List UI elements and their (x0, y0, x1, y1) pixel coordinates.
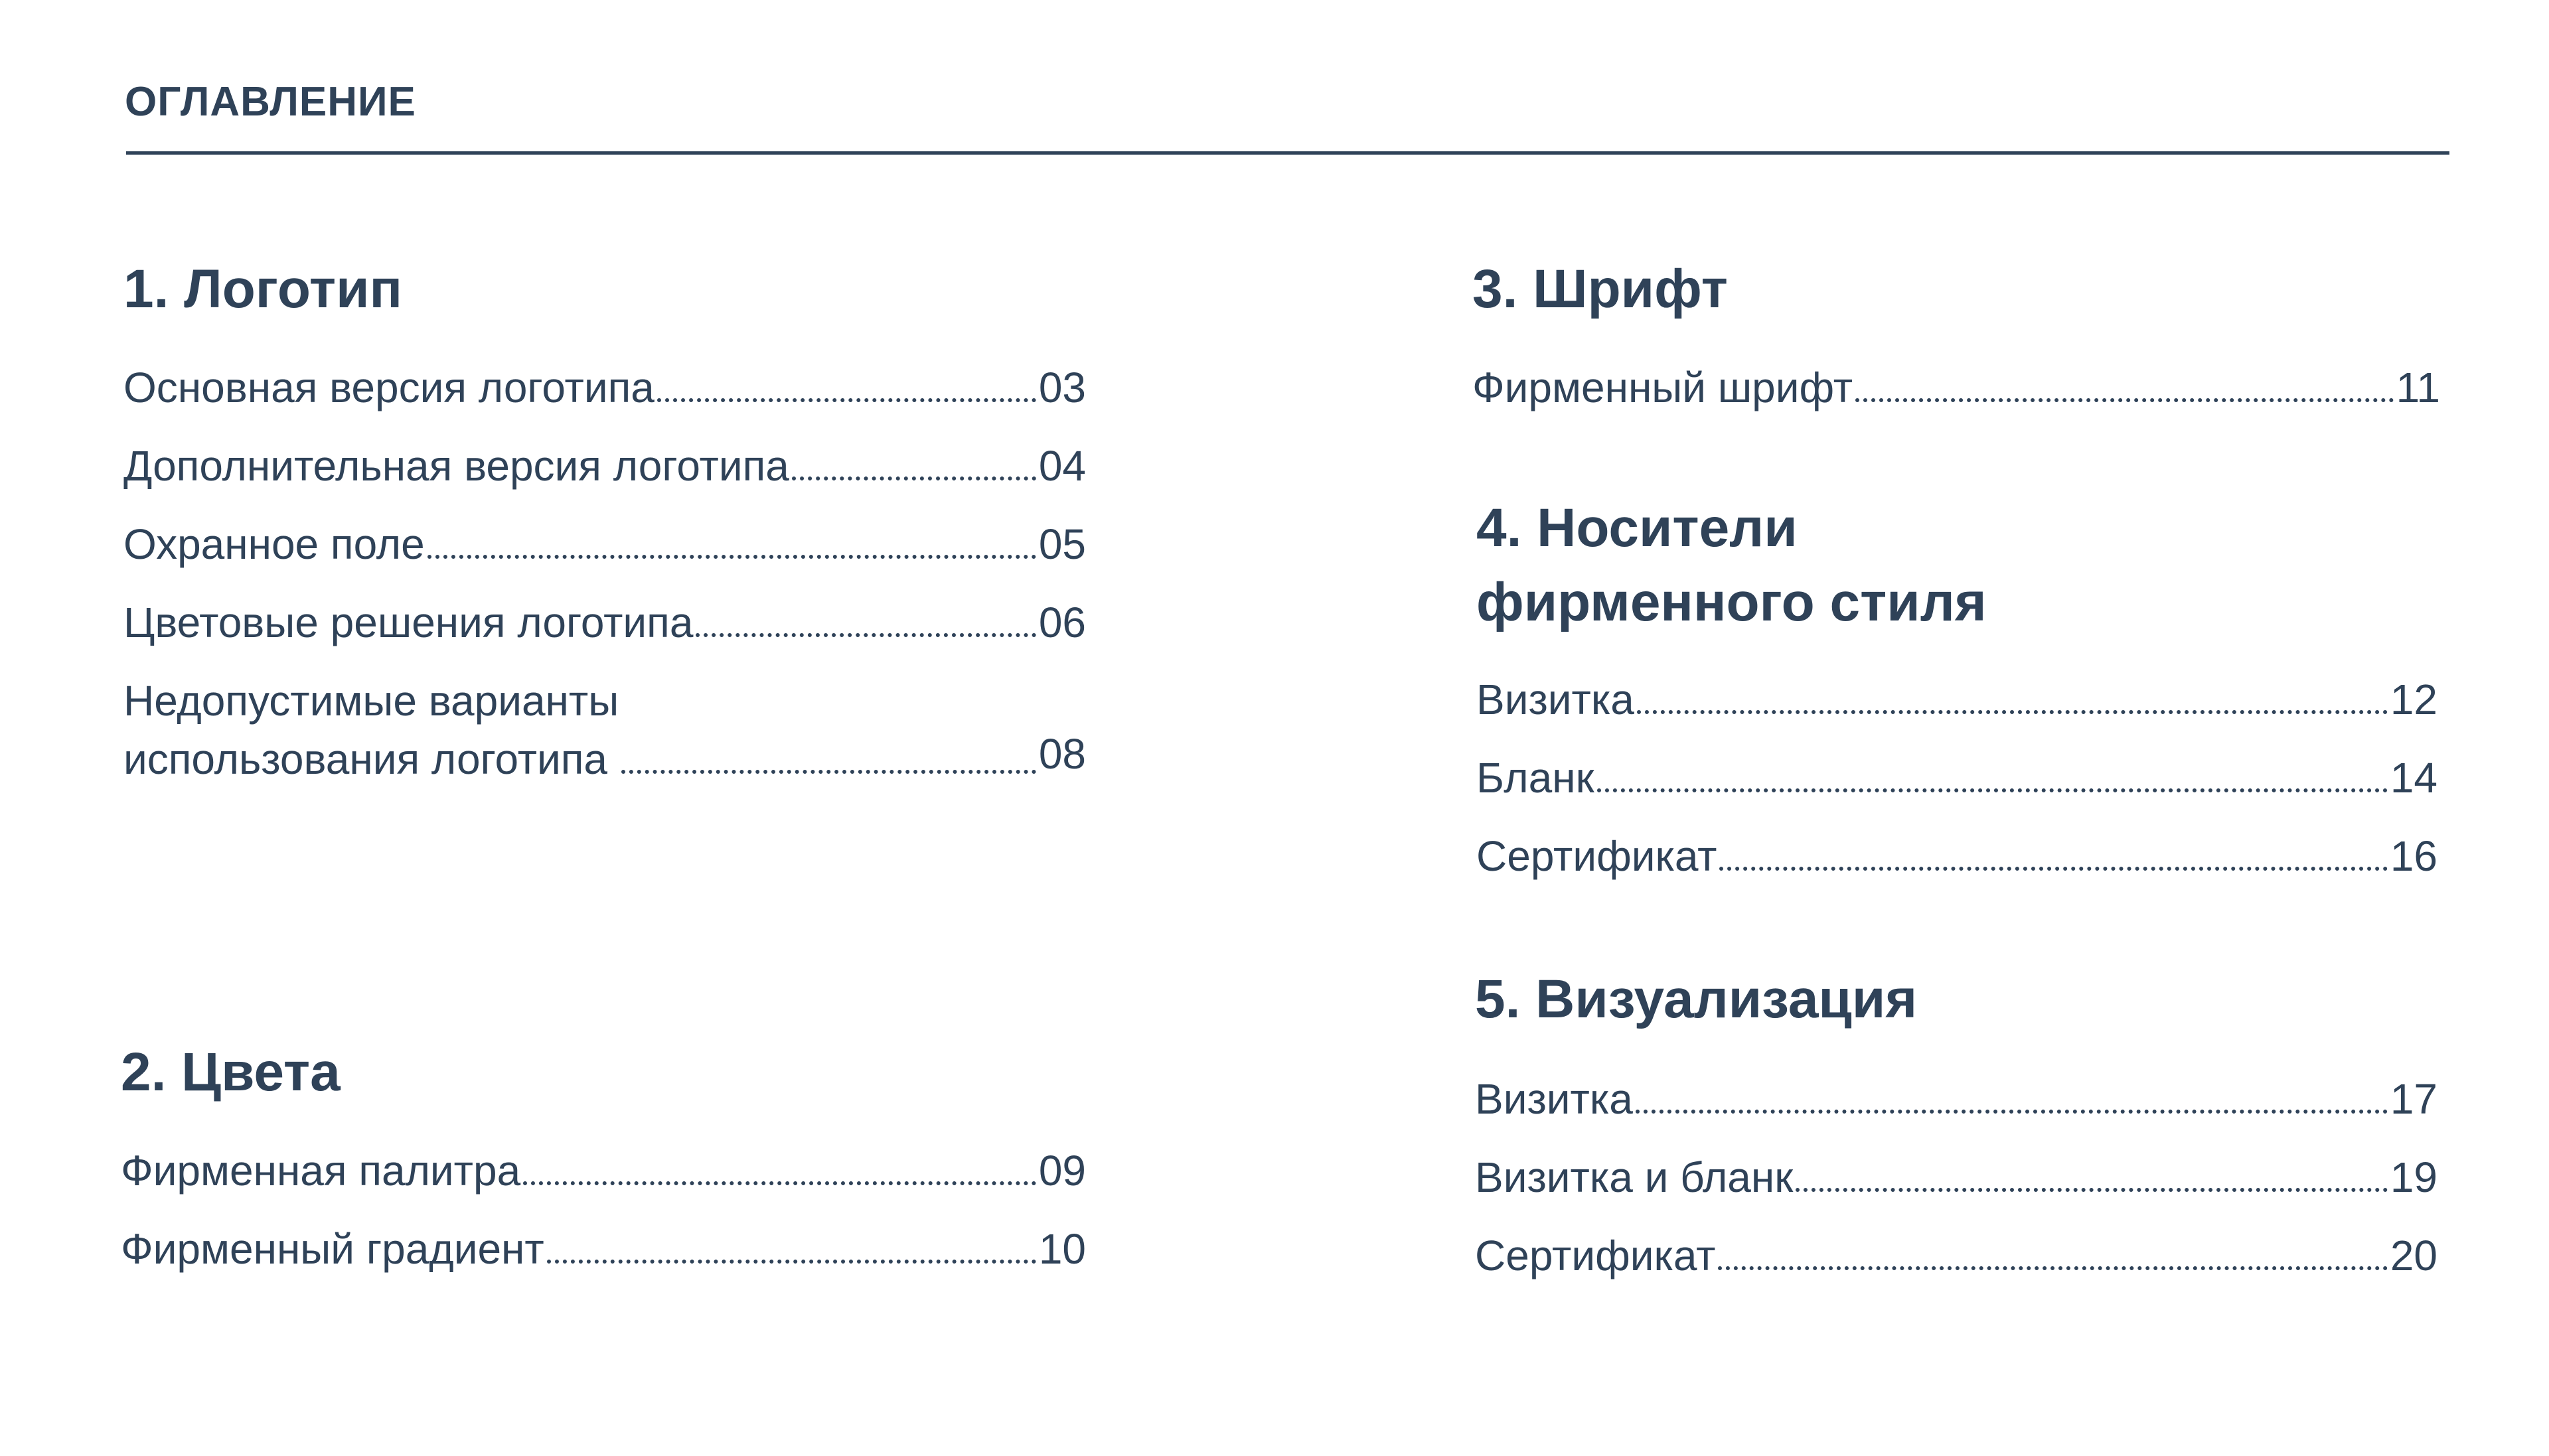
toc-entries (121, 1141, 1086, 1278)
toc-entry[interactable] (1475, 1148, 2437, 1206)
toc-entry[interactable] (121, 1141, 1086, 1200)
toc-entry-label: Фирменный шрифт (1472, 364, 1853, 411)
toc-entries (1472, 358, 2440, 417)
toc-entry[interactable] (1475, 1226, 2437, 1285)
toc-entry-label: Фирменный градиент (121, 1225, 544, 1273)
toc-section-brand-media (1476, 491, 2437, 905)
toc-entry-page: 04 (1038, 442, 1086, 490)
dot-leader (792, 476, 1036, 480)
toc-entry[interactable] (121, 1220, 1086, 1278)
toc-entry-page: 06 (1038, 599, 1086, 646)
toc-entry-label: Бланк (1476, 754, 1594, 802)
toc-entries (1475, 1070, 2437, 1285)
toc-entry[interactable] (1472, 358, 2440, 417)
dot-leader (1637, 710, 2388, 714)
toc-entry-page: 11 (2396, 364, 2440, 411)
dot-leader (1597, 788, 2388, 792)
toc-entry-label: Недопустимые варианты использования логотипа (123, 677, 619, 783)
dot-leader (547, 1260, 1036, 1264)
toc-entry[interactable] (123, 593, 1086, 652)
toc-entry-label: Фирменная палитра (121, 1147, 521, 1195)
toc-section-font (1472, 252, 2440, 437)
header-divider (126, 151, 2449, 155)
toc-entry[interactable] (1476, 749, 2437, 807)
section-title: 1. Логотип (123, 259, 403, 319)
dot-leader (696, 633, 1036, 637)
section-title: 5. Визуализация (1475, 969, 1918, 1029)
toc-entry-label: Визитка (1476, 676, 1634, 723)
toc-entry-page: 17 (2390, 1075, 2437, 1123)
toc-entry-page: 08 (1038, 730, 1086, 778)
toc-section-visualization (1475, 962, 2437, 1305)
toc-entry-label: Дополнительная версия логотипа (123, 442, 789, 490)
toc-entry[interactable] (1476, 827, 2437, 885)
toc-entries (123, 358, 1086, 788)
toc-entry-page: 10 (1038, 1225, 1086, 1273)
section-title: 4. Носители фирменного стиля (1476, 498, 1987, 632)
toc-entry-label: Сертификат (1476, 832, 1717, 880)
toc-entry-label: Сертификат (1475, 1232, 1716, 1279)
dot-leader (1796, 1188, 2388, 1192)
toc-entry-page: 05 (1038, 520, 1086, 568)
dot-leader (1855, 398, 2394, 402)
dot-leader (1718, 1266, 2387, 1270)
toc-section-colors (121, 1035, 1086, 1298)
dot-leader (427, 555, 1036, 559)
toc-entry[interactable] (123, 437, 1086, 495)
toc-entry[interactable] (123, 515, 1086, 573)
toc-entry-page: 19 (2390, 1153, 2437, 1201)
toc-entry[interactable] (1475, 1070, 2437, 1128)
toc-entry[interactable] (123, 358, 1086, 417)
toc-entry-label: Визитка и бланк (1475, 1153, 1794, 1201)
toc-entry-page: 09 (1038, 1147, 1086, 1195)
dot-leader (1719, 867, 2387, 871)
toc-entry-page: 20 (2390, 1232, 2437, 1279)
page-title: ОГЛАВЛЕНИЕ (125, 79, 416, 125)
toc-entries (1476, 670, 2437, 885)
dot-leader (621, 770, 1036, 774)
dot-leader (657, 398, 1036, 402)
toc-entry-label: Охранное поле (123, 520, 425, 568)
toc-entry-label: Визитка (1475, 1075, 1633, 1123)
toc-entry-label: Основная версия логотипа (123, 364, 655, 411)
toc-section-logo (123, 252, 1086, 808)
section-title: 3. Шрифт (1472, 259, 1728, 319)
toc-entry-page: 12 (2390, 676, 2437, 723)
section-title: 2. Цвета (121, 1042, 341, 1102)
toc-entry-page: 16 (2390, 832, 2437, 880)
dot-leader (1636, 1110, 2388, 1114)
toc-entry[interactable] (123, 672, 1086, 788)
toc-entry-page: 03 (1038, 364, 1086, 411)
toc-entry[interactable] (1476, 670, 2437, 729)
toc-entry-page: 14 (2390, 754, 2437, 802)
toc-entry-label: Цветовые решения логотипа (123, 599, 694, 646)
dot-leader (523, 1181, 1036, 1185)
